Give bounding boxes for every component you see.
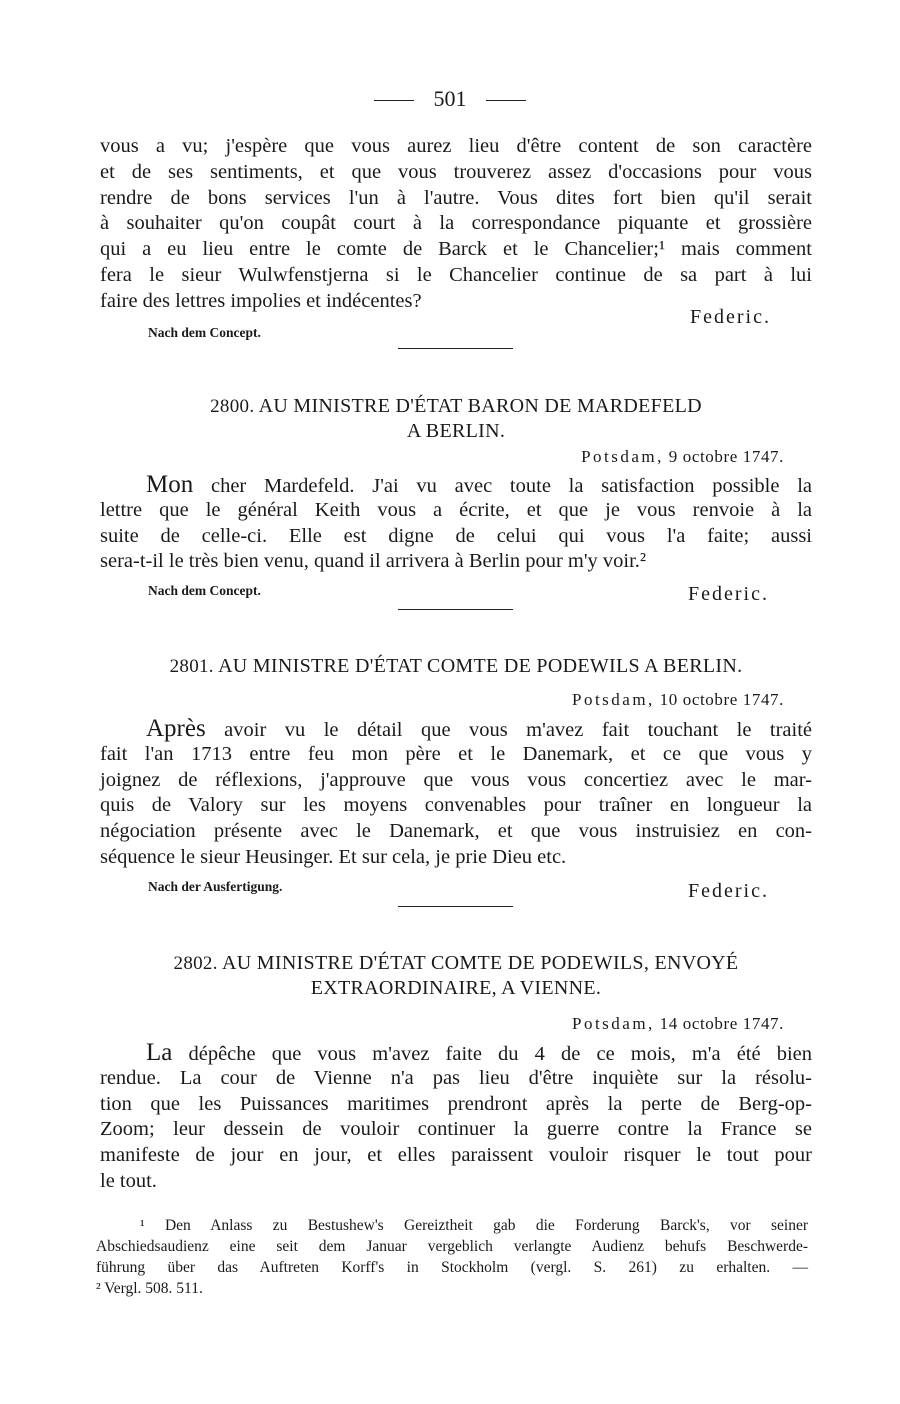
text-line: vous a vu; j'espère que vous aurez lieu d'être content de son caractère (100, 135, 812, 157)
letter-date (572, 690, 784, 710)
source-note: Nach dem Concept. (148, 583, 261, 598)
page-number: 501 (433, 86, 467, 111)
initial-word: Après (146, 715, 206, 742)
footnote-line: ² Vergl. 508. 511. (96, 1280, 203, 1297)
signature: Federic. (690, 306, 771, 328)
footnote-line: ¹ Den Anlass zu Bestushew's Gereiztheit gab die Forderung Barck's, vor seiner (140, 1217, 808, 1234)
letter-date (581, 447, 784, 467)
text-line: qui a eu lieu entre le comte de Barck et le Chancelier;¹ mais comment (100, 238, 812, 261)
initial-word: Mon (146, 471, 194, 498)
letter-body (100, 472, 812, 575)
text-line: manifeste de jour en jour, et elles paraissent vouloir risquer le tout pour (100, 1144, 812, 1167)
text-line: fera le sieur Wulwfenstjerna si le Chancelier continue de sa part à lui (100, 263, 812, 286)
first-line-rest: cher Mardefeld. J'ai vu avec toute la satisfaction possible la (193, 475, 812, 497)
letter-body (100, 716, 812, 871)
page-header (0, 86, 900, 112)
footnote-line: führung über das Auftreten Korff's in Stockholm (vergl. S. 261) zu erhalten. — (96, 1259, 808, 1276)
letter-heading (96, 654, 816, 679)
text-line: séquence le sieur Heusinger. Et sur cela, je prie Dieu etc. (100, 845, 567, 868)
continuation-paragraph (100, 134, 812, 315)
text-line: à souhaiter qu'on coupât court à la correspondance piquante et grossière (100, 212, 812, 235)
date-place: Potsdam, (581, 447, 664, 466)
text-line (100, 716, 812, 742)
text-line (100, 1040, 812, 1066)
source-note: Nach der Ausfertigung. (148, 879, 283, 894)
heading-line-1: AU MINISTRE D'ÉTAT BARON DE MARDEFELD (258, 395, 702, 417)
text-line: tion que les Puissances maritimes prendront après la perte de Berg-op- (100, 1092, 812, 1115)
text-line: joignez de réflexions, j'approuve que vous vous concertiez avec le mar- (100, 768, 812, 791)
text-line: rendre de bons services l'un à l'autre. Vous dites fort bien qu'il serait (100, 186, 812, 209)
text-line: Zoom; leur dessein de vouloir continuer la guerre contre la France se (100, 1118, 812, 1141)
text-line: faire des lettres impolies et indécentes? (100, 289, 422, 312)
signature: Federic. (688, 583, 769, 605)
text-line: lettre que le général Keith vous a écrite, et que je vous renvoie à la (100, 498, 812, 521)
letter-heading (96, 951, 816, 1001)
letter-number: 2800. (210, 396, 255, 417)
separator-rule (398, 906, 513, 907)
separator-rule (398, 348, 513, 349)
header-dash-right (486, 100, 526, 101)
text-line (100, 472, 812, 498)
text-line: le tout. (100, 1169, 157, 1192)
letter-body (100, 1040, 812, 1195)
footnotes (96, 1215, 808, 1299)
letter-number: 2801. (169, 656, 214, 677)
letter-date (572, 1014, 784, 1034)
heading-line-2: A BERLIN. (406, 420, 506, 442)
text-line: négociation présente avec le Danemark, et que vous instruisiez en con- (100, 820, 812, 843)
heading-line-1: AU MINISTRE D'ÉTAT COMTE DE PODEWILS A BERLIN. (218, 655, 743, 677)
date-text: 9 octobre 1747. (668, 447, 784, 466)
date-place: Potsdam, (572, 690, 655, 709)
source-note: Nach dem Concept. (148, 325, 261, 340)
letter-number: 2802. (173, 953, 218, 974)
initial-word: La (146, 1039, 173, 1066)
separator-rule (398, 609, 513, 610)
text-line: quis de Valory sur les moyens convenables pour traîner en longueur la (100, 794, 812, 817)
signature: Federic. (688, 880, 769, 902)
text-line: fait l'an 1713 entre feu mon père et le Danemark, et ce que vous y (100, 742, 812, 765)
text-line: rendue. La cour de Vienne n'a pas lieu d'être inquiète sur la résolu- (100, 1066, 812, 1089)
footnote-line: Abschiedsaudienz eine seit dem Januar vergeblich verlangte Audienz behufs Beschwerde- (96, 1238, 808, 1255)
heading-line-1: AU MINISTRE D'ÉTAT COMTE DE PODEWILS, ENVOYÉ (221, 952, 739, 974)
header-dash-left (374, 100, 414, 101)
date-text: 14 octobre 1747. (659, 1014, 784, 1033)
date-text: 10 octobre 1747. (659, 690, 784, 709)
text-line: suite de celle-ci. Elle est digne de celui qui vous l'a faite; aussi (100, 524, 812, 547)
first-line-rest: dépêche que vous m'avez faite du 4 de ce mois, m'a été bien (172, 1043, 812, 1065)
text-line: sera-t-il le très bien venu, quand il arrivera à Berlin pour m'y voir.² (100, 550, 647, 573)
heading-line-2: EXTRAORDINAIRE, A VIENNE. (310, 977, 602, 999)
text-line: et de ses sentiments, et que vous trouverez assez d'occasions pour vous (100, 160, 812, 183)
letter-heading (100, 394, 812, 444)
first-line-rest: avoir vu le détail que vous m'avez fait touchant le traité (205, 719, 812, 741)
date-place: Potsdam, (572, 1014, 655, 1033)
